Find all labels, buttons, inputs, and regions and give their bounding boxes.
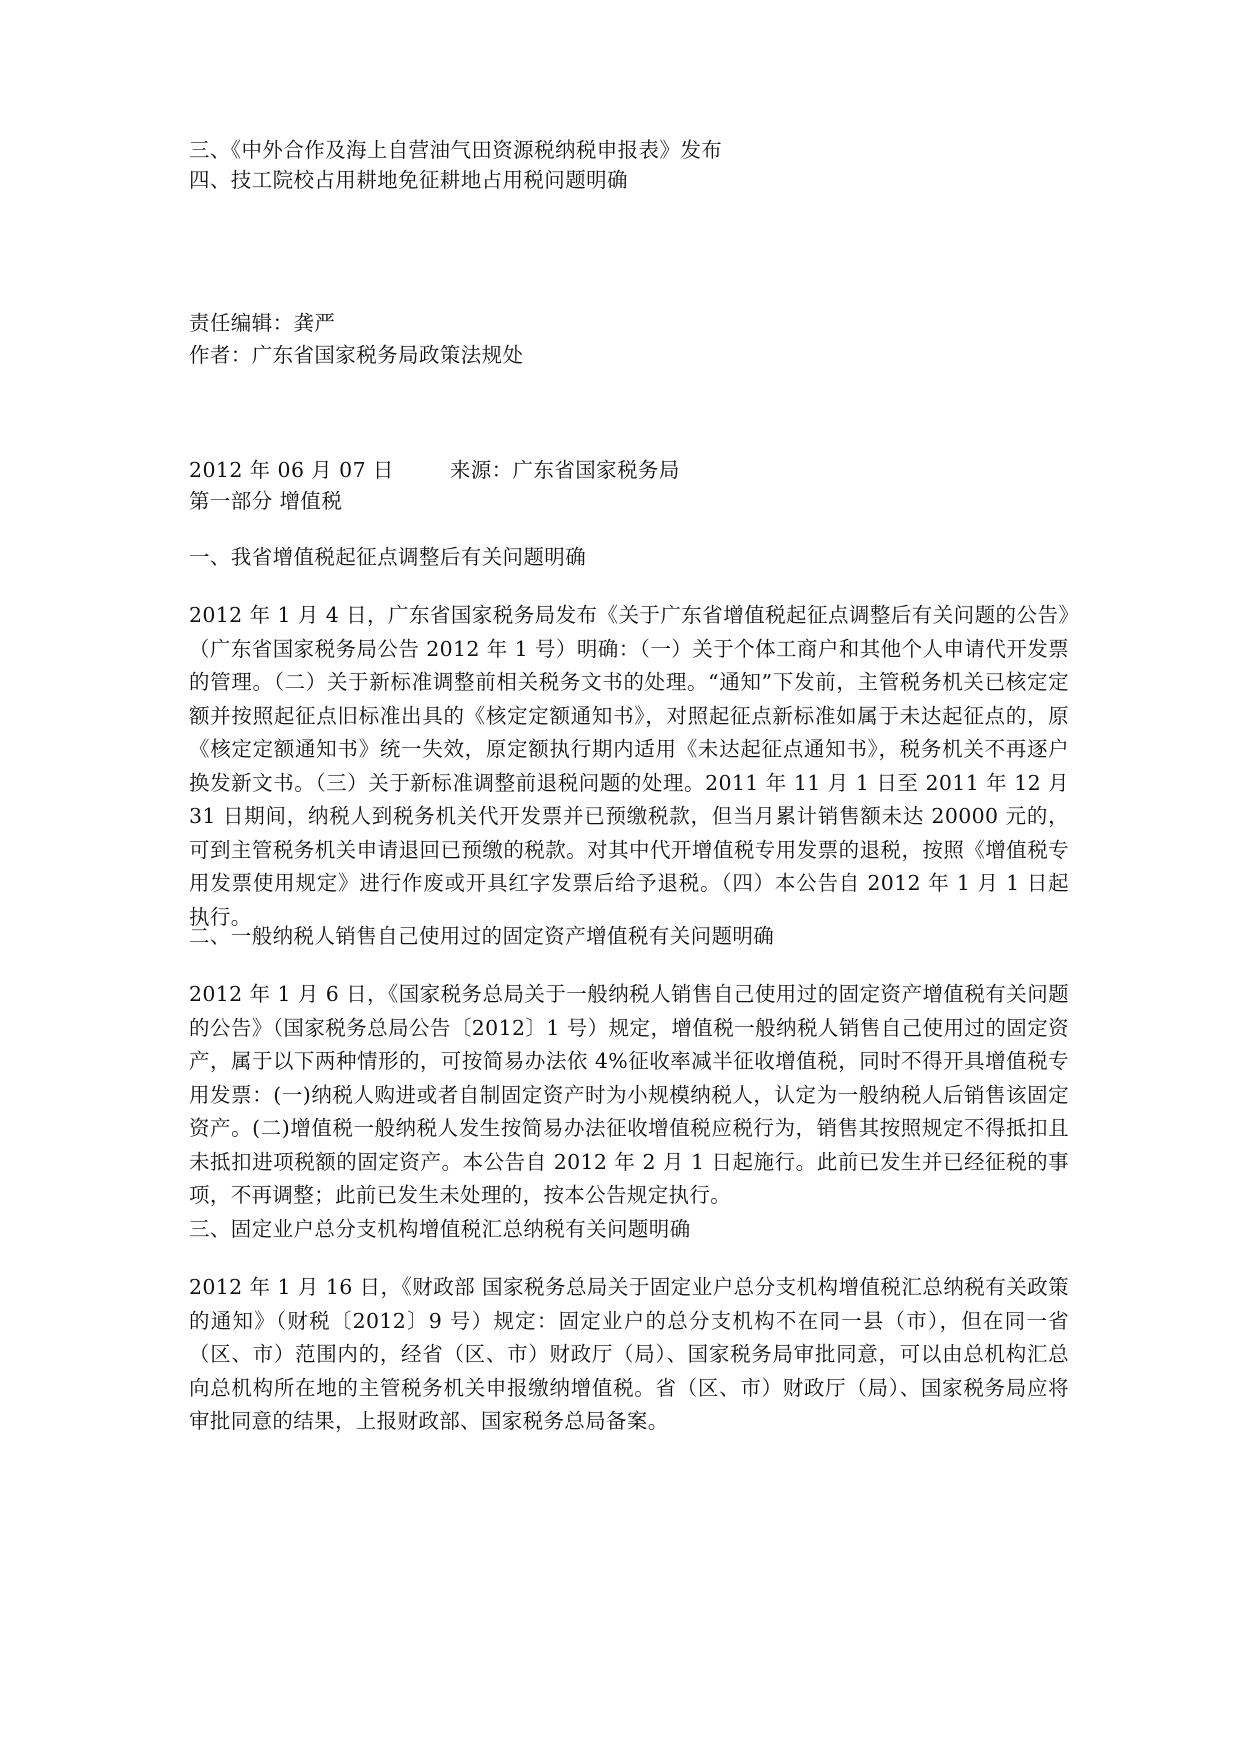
date-source-line <box>189 454 1069 487</box>
section-body: 2012 年 1 月 16 日，《财政部 国家税务总局关于固定业户总分支机构增值税汇总纳税有关政策的通知》（财税〔2012〕9 号）规定：固定业户的总分支机构不在同一县（市），但在同一省（区、市）范围内的，经省（区、市）财政厅（局）、国家税务局审批同意，可以由总机构汇总向总机构所在地的主管税务机关申报缴纳增值税。省（区、市）财政厅（局）、国家税务局应将审批同意的结果，上报财政部、国家税务总局备案。 <box>189 1275 1069 1433</box>
toc-item-3: 三、《中外合作及海上自营油气田资源税纳税申报表》发布 <box>189 138 723 162</box>
section-body: 2012 年 1 月 4 日，广东省国家税务局发布《关于广东省增值税起征点调整后有关问题的公告》（广东省国家税务局公告 2012 年 1 号）明确：（一）关于个体工商户和其他个人申请代开发票的管理。（二）关于新标准调整前相关税务文书的处理。“通知”下发前，主管税务机关已核定定额并按照起征点旧标准出具的《核定定额通知书》，对照起征点新标准如属于未达起征点的，原《核定定额通知书》统一失效，原定额执行期内适用《未达起征点通知书》，税务机关不再逐户换发新文书。（三）关于新标准调整前退税问题的处理。2011 年 11 月 1 日至 2011 年 12 月 31 日期间，纳税人到税务机关代开发票并已预缴税款，但当月累计销售额未达 20000 元的，可到主管税务机关申请退回已预缴的税款。对其中代开增值税专用发票的退税，按照《增值税专用发票使用规定》进行作废或开具红字发票后给予退税。（四）本公告自 2012 年 1 月 1 日起执行。 <box>189 603 1069 929</box>
source-text: 来源：广东省国家税务局 <box>449 458 680 482</box>
toc-item-4: 四、技工院校占用耕地免征耕地占用税问题明确 <box>189 168 628 192</box>
author-credit: 作者：广东省国家税务局政策法规处 <box>189 343 524 367</box>
section-heading: 一、我省增值税起征点调整后有关问题明确 <box>189 545 587 569</box>
section-heading: 三、固定业户总分支机构增值税汇总纳税有关问题明确 <box>189 1217 691 1241</box>
section-body: 2012 年 1 月 6 日，《国家税务总局关于一般纳税人销售自己使用过的固定资产增值税有关问题的公告》（国家税务总局公告〔2012〕1 号）规定，增值税一般纳税人销售自己使用过的固定资产，属于以下两种情形的，可按简易办法依 4%征收率减半征收增值税，同时不得开具增值税专用发票：(一)纳税人购进或者自制固定资产时为小规模纳税人，认定为一般纳税人后销售该固定资产。(二)增值税一般纳税人发生按简易办法征收增值税应税行为，销售其按照规定不得抵扣且未抵扣进项税额的固定资产。本公告自 2012 年 2 月 1 日起施行。此前已发生并已经征税的事项，不再调整；此前已发生未处理的，按本公告规定执行。 <box>189 982 1069 1207</box>
publish-date: 2012 年 06 月 07 日 <box>189 458 394 482</box>
section-heading: 二、一般纳税人销售自己使用过的固定资产增值税有关问题明确 <box>189 924 775 948</box>
part-title: 第一部分 增值税 <box>189 489 343 513</box>
editor-credit: 责任编辑：龚严 <box>189 311 336 335</box>
